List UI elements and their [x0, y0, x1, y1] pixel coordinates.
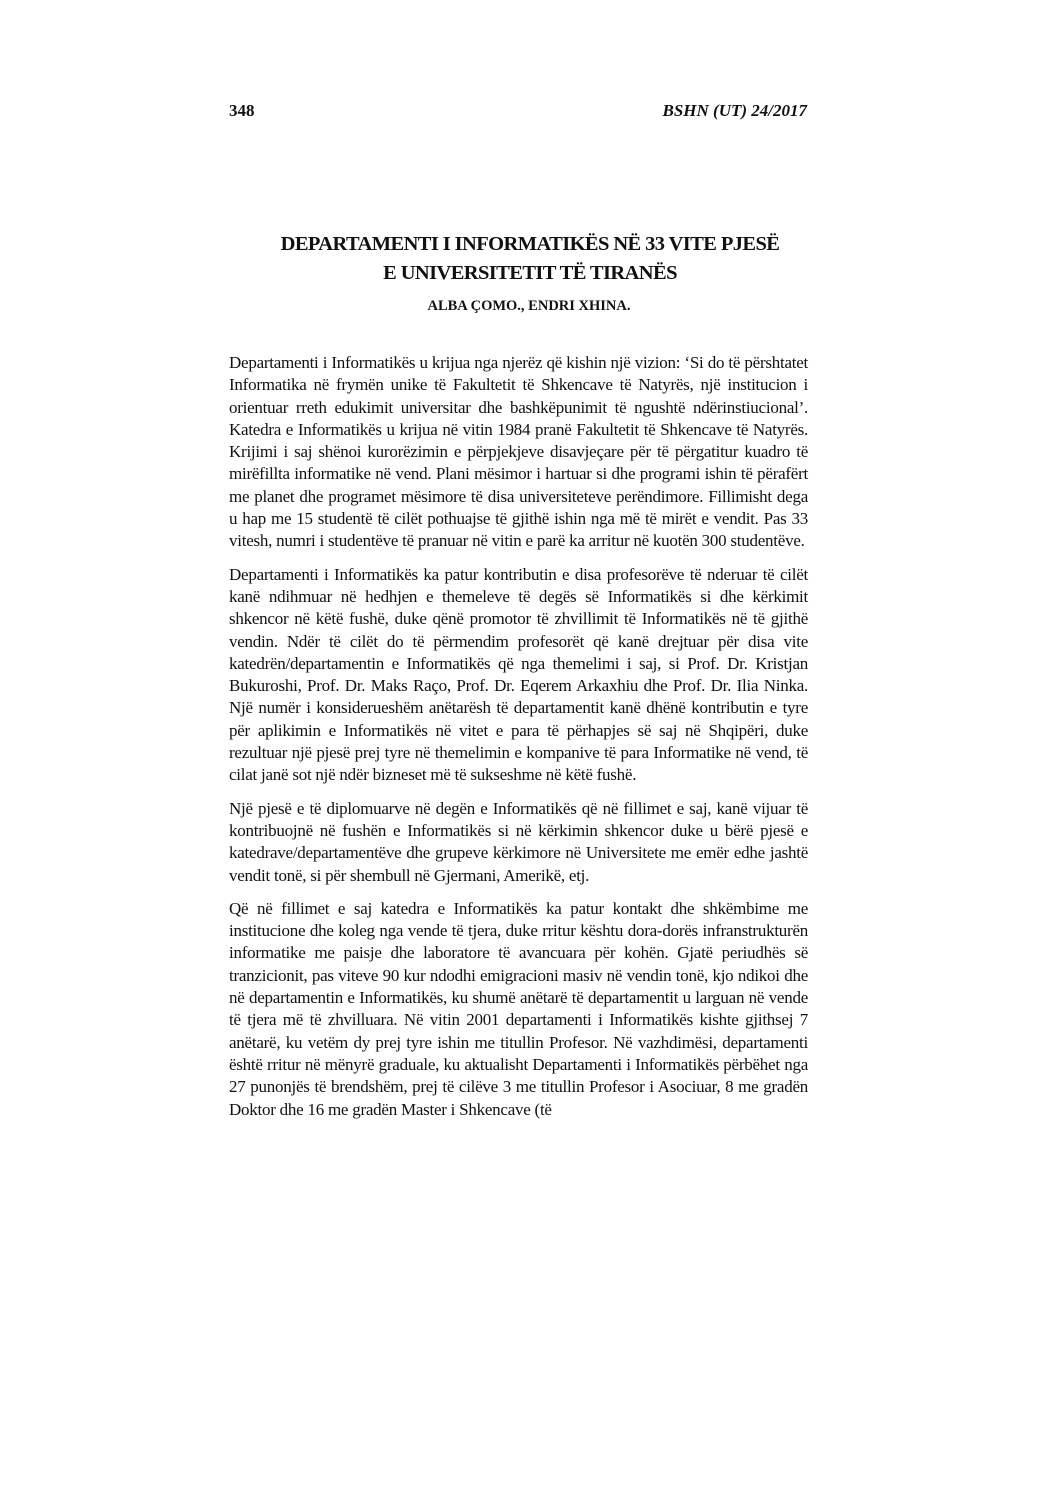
paragraph: Departamenti i Informatikës ka patur kontributin e disa profesorëve të nderuar të cilët kanë ndihmuar në hedhjen e themeleve të degës së Informatikës si dhe kërkimit shkencor në këtë fushë, duke qënë promotor të zhvillimit të Informatikës në të gjithë vendin. Ndër të cilët do të përmendim profesorët që kanë drejtuar për disa vite katedrën/departamentin e Informatikës që nga themelimi i saj, si Prof. Dr. Kristjan Bukuroshi, Prof. Dr. Maks Raço, Prof. Dr. Eqerem Arkaxhiu dhe Prof. Dr. Ilia Ninka. Një numër i konsiderueshëm anëtarësh të departamentit kanë dhënë kontributin e tyre për aplikimin e Informatikës në vitet e para të përhapjes së saj në Shqipëri, duke rezultuar një pjesë prej tyre në themelimin e kompanive të para Informatike në vend, të cilat janë sot një ndër bizneset më të sukseshme në këtë fushë. — [229, 564, 808, 785]
authors: ALBA ÇOMO., ENDRI XHINA. — [427, 298, 631, 314]
article-body — [229, 352, 808, 1132]
paragraph: Një pjesë e të diplomuarve në degën e Informatikës që në fillimet e saj, kanë vijuar të kontribuojnë në fushën e Informatikës si në kërkimin shkencor duke u bërë pjesë e katedrave/departamentëve dhe grupeve kërkimore në Universitete me emër edhe jashtë vendit tonë, si për shembull në Gjermani, Amerikë, etj. — [229, 798, 808, 885]
article-title-line-2: E UNIVERSITETIT TË TIRANËS — [383, 262, 677, 284]
page-number: 348 — [229, 101, 255, 120]
article-title — [220, 230, 840, 288]
journal-reference: BSHN (UT) 24/2017 — [662, 101, 807, 120]
running-header — [229, 101, 807, 123]
paragraph: Që në fillimet e saj katedra e Informatikës ka patur kontakt dhe shkëmbime me institucione dhe koleg nga vende të tjera, duke rritur kështu dora-dorës infranstrukturën informatike me paisje dhe laboratore të avancuara për kohën. Gjatë periudhës së tranzicionit, pas viteve 90 kur ndodhi emigracioni masiv në vendin tonë, kjo ndikoi dhe në departamentin e Informatikës, ku shumë anëtarë të departamentit u larguan në vende të tjera më të zhvilluara. Në vitin 2001 departamenti i Informatikës kishte gjithsej 7 anëtarë, ku vetëm dy prej tyre ishin me titullin Profesor. Në vazhdimësi, departamenti është rritur në mënyrë graduale, ku aktualisht Departamenti i Informatikës përbëhet nga 27 punonjës të brendshëm, prej të cilëve 3 me titullin Profesor i Asociuar, 8 me gradën Doktor dhe 16 me gradën Master i Shkencave (të — [229, 898, 808, 1119]
paragraph: Departamenti i Informatikës u krijua nga njerëz që kishin një vizion: ‘Si do të përshtatet Informatika në frymën unike të Fakultetit të Shkencave të Natyrës, një institucion i orientuar rreth edukimit universitar dhe bashkëpunimit të ngushtë ndërinstiucional’. Katedra e Informatikës u krijua në vitin 1984 pranë Fakultetit të Shkencave të Natyrës. Krijimi i saj shënoi kurorëzimin e përpjekjeve disavjeçare për të përgatitur kuadro të mirëfillta informatike në vend. Plani mësimor i hartuar si dhe programi ishin të përafërt me planet dhe programet mësimore të disa universiteteve perëndimore. Fillimisht dega u hap me 15 studentë të cilët pothuajse të gjithë ishin nga më të mirët e vendit. Pas 33 vitesh, numri i studentëve të pranuar në vitin e parë ka arritur në kuotën 300 studentëve. — [229, 353, 808, 551]
article-title-line-1: DEPARTAMENTI I INFORMATIKËS NË 33 VITE PJESË — [280, 233, 780, 255]
